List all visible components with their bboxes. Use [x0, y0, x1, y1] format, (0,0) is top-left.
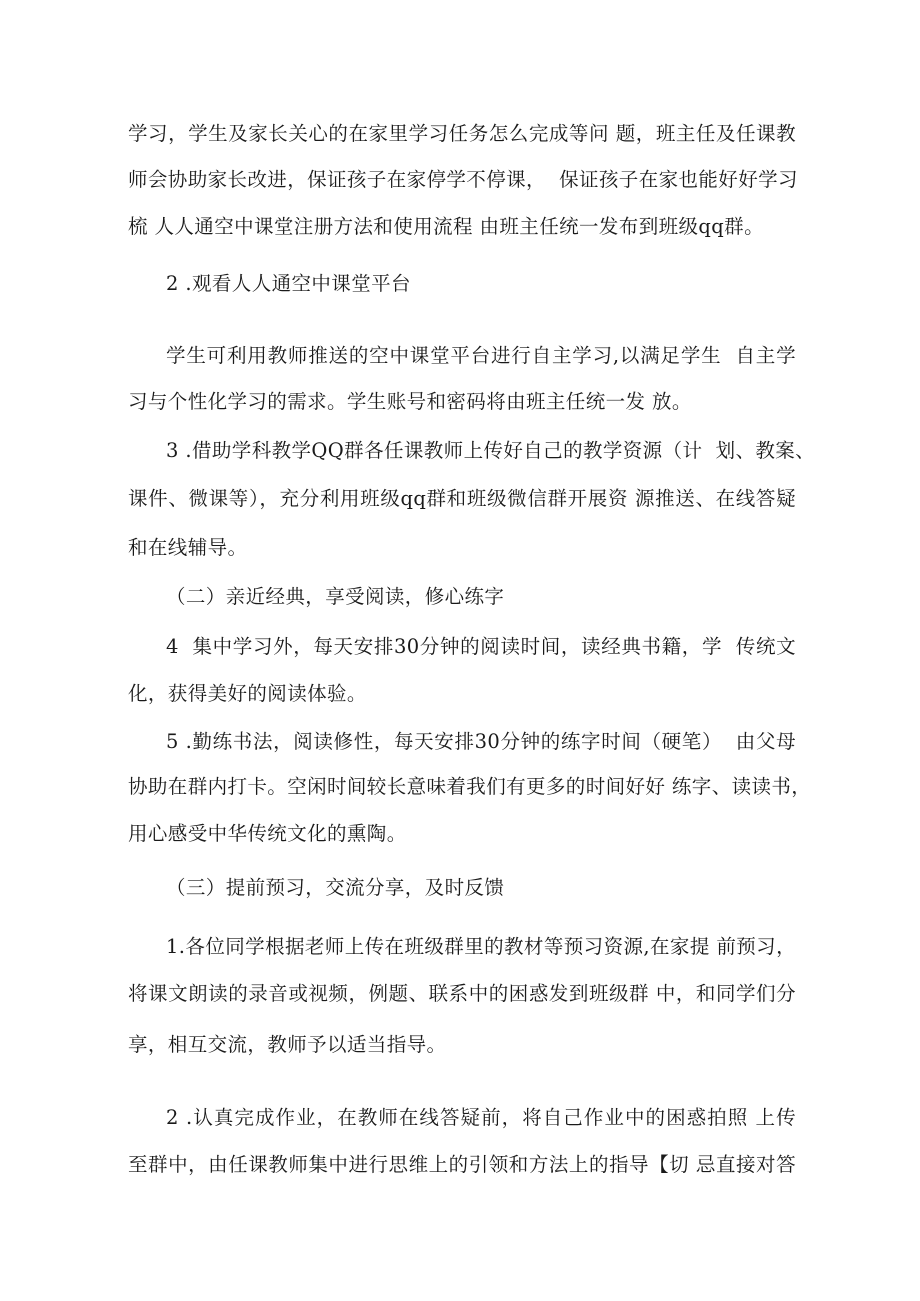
- paragraph-line: 3 .借助学科教学QQ群各任课教师上传好自己的教学资源（计 划、教案、: [166, 439, 816, 462]
- paragraph-line: 师会协助家长改进，保证孩子在家停学不停课， 保证孩子在家也能好好学习: [128, 168, 798, 191]
- paragraph-line: 学生可利用教师推送的空中课堂平台进行自主学习,以满足学生 自主学: [166, 344, 796, 367]
- paragraph-line: 2 .认真完成作业，在教师在线答疑前，将自己作业中的困惑拍照 上传: [166, 1106, 796, 1129]
- paragraph-line: 5 .勤练书法，阅读修性，每天安排30分钟的练字时间（硬笔） 由父母: [166, 730, 796, 753]
- paragraph-line: 课件、微课等），充分利用班级qq群和班级微信群开展资 源推送、在线答疑: [128, 487, 796, 510]
- paragraph-line: 和在线辅导。: [128, 536, 248, 559]
- paragraph-line: 化，获得美好的阅读体验。: [128, 682, 367, 705]
- paragraph-line: 1.各位同学根据老师上传在班级群里的教材等预习资源,在家提 前预习，: [166, 935, 796, 958]
- paragraph-line: 享，相互交流，教师予以适当指导。: [128, 1033, 447, 1056]
- paragraph-line: 4 集中学习外，每天安排30分钟的阅读时间，读经典书籍，学 传统文: [166, 635, 796, 658]
- paragraph-line: 将课文朗读的录音或视频，例题、联系中的困惑发到班级群 中，和同学们分: [128, 982, 796, 1005]
- paragraph-line: 学习，学生及家长关心的在家里学习任务怎么完成等问 题，班主任及任课教: [128, 122, 796, 145]
- section-heading: （三）提前预习，交流分享，及时反馈: [166, 876, 505, 899]
- paragraph-line: 习与个性化学习的需求。学生账号和密码将由班主任统一发 放。: [128, 390, 692, 413]
- section-heading: （二）亲近经典，享受阅读，修心练字: [166, 585, 505, 608]
- paragraph-line: 用心感受中华传统文化的熏陶。: [128, 822, 407, 845]
- paragraph-line: 协助在群内打卡。空闲时间较长意味着我们有更多的时间好好 练字、读读书，: [128, 775, 812, 798]
- paragraph-line: 至群中，由任课教师集中进行思维上的引领和方法上的指导【切 忌直接对答: [128, 1153, 796, 1176]
- paragraph-line: 梳 人人通空中课堂注册方法和使用流程 由班主任统一发布到班级qq群。: [128, 215, 764, 238]
- section-heading: 2 .观看人人通空中课堂平台: [166, 272, 411, 295]
